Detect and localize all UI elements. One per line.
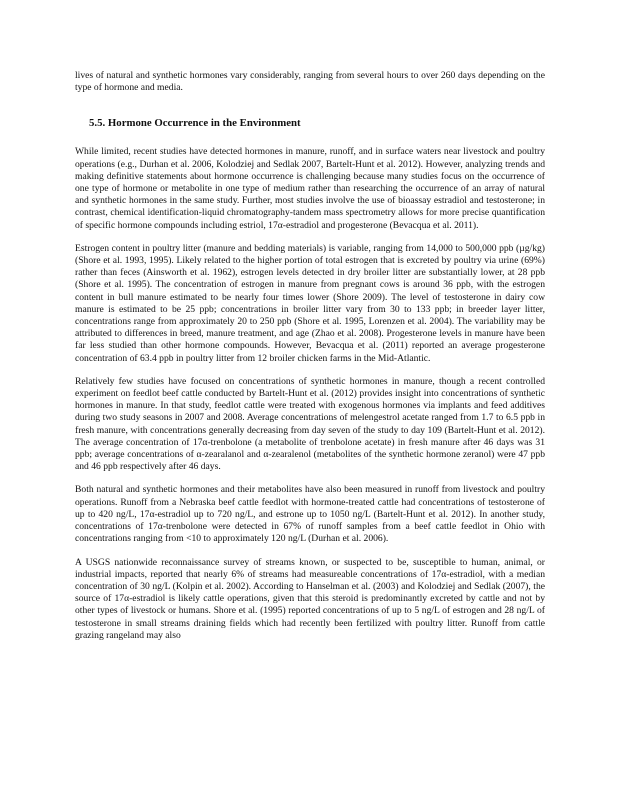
paragraph-runoff: Both natural and synthetic hormones and their metabolites have also been measured in runoff from livestock and poultry operations. Runoff from a Nebraska beef cattle feedlot with hormone-treated cattle had concentrations of testosterone of up to 420 ng/L, 17α-estradiol up to 720 ng/L, and estrone up to 1050 ng/L (Bartelt-Hunt et al. 2012). In another study, concentrations of 17α-trenbolone were detected in 67% of runoff samples from a beef cattle feedlot in Ohio with concentrations ranging from <10 to approximately 120 ng/L (Durhan et al. 2006). bbox=[75, 484, 545, 545]
paragraph-natural-hormones-manure: Estrogen content in poultry litter (manure and bedding materials) is variable, ranging from 14,000 to 500,000 ppb (µg/kg) (Shore et al. 1993, 1995). Likely related to the higher portion of total estrogen that is excreted by poultry via urine (69%) rather than feces (Ainsworth et al. 1962), estrogen levels detected in dry broiler litter are substantially lower, at 28 ppb (Shore et al. 1995). The concentration of estrogen in manure from pregnant cows is around 36 ppb, with the estrogen content in bull manure estimated to be nearly four times lower (Shore 2009). The level of testosterone in dairy cow manure is estimated to be 25 ppb; concentrations in broiler litter vary from 30 to 133 ppb; in breeder layer litter, concentrations range from approximately 20 to 250 ppb (Shore et al. 1995, Lorenzen et al. 2004). The variability may be attributed to differences in breed, manure treatment, and age (Zhao et al. 2008). Progesterone levels in manure have been far less studied than other hormone compounds. However, Bevacqua et al. (2011) reported an average progesterone concentration of 63.4 ppb in poultry litter from 12 broiler chicken farms in the Mid-Atlantic. bbox=[75, 242, 545, 364]
paragraph-occurrence-overview: While limited, recent studies have detected hormones in manure, runoff, and in surface waters near livestock and poultry operations (e.g., Durhan et al. 2006, Kolodziej and Sedlak 2007, Bartelt-Hunt et al. 2012). However, analyzing trends and making definitive statements about hormone occurrence is challenging because many studies focus on the occurrence of one type of hormone or metabolite in one type of medium rather than researching the occurrence of an array of natural and synthetic hormones in the same study. Further, most studies involve the use of bioassay estradiol and testosterone; in contrast, chemical identification-liquid chromatography-tandem mass spectrometry allows for more precise quantification of specific hormone compounds including estriol, 17α-estradiol and progesterone (Bevacqua et al. 2011). bbox=[75, 146, 545, 231]
paragraph-usgs-survey: A USGS nationwide reconnaissance survey of streams known, or suspected to be, susceptible to human, animal, or industrial impacts, reported that nearly 6% of streams had measureable concentrations of 17α-estradiol, with a median concentration of 30 ng/L (Kolpin et al. 2002). According to Hanselman et al. (2003) and Kolodziej and Sedlak (2007), the source of 17α-estradiol is likely cattle operations, given that this steroid is predominantly excreted by cattle and not by other types of livestock or humans. Shore et al. (1995) reported concentrations of up to 5 ng/L of estrogen and 28 ng/L of testosterone in small streams draining fields which had recently been fertilized with poultry litter. Runoff from cattle grazing rangeland may also bbox=[75, 556, 545, 641]
document-page bbox=[75, 70, 545, 642]
paragraph-synthetic-hormones-manure: Relatively few studies have focused on concentrations of synthetic hormones in manure, though a recent controlled experiment on feedlot beef cattle conducted by Bartelt-Hunt et al. (2012) provides insight into concentrations of synthetic hormones in manure. In that study, feedlot cattle were treated with exogenous hormones via implants and feed additives during two study seasons in 2007 and 2008. Average concentrations of melengestrol acetate ranged from 1.7 to 6.5 ppb in fresh manure, with concentrations generally decreasing from day seven of the study to day 109 (Bartelt-Hunt et al. 2012). The average concentration of 17α-trenbolone (a metabolite of trenbolone acetate) in fresh manure after 46 days was 31 ppb; average concentrations of α-zearalanol and α-zearalenol (metabolites of the synthetic hormone zeranol) were 47 ppb and 46 ppb respectively after 46 days. bbox=[75, 375, 545, 473]
section-heading: 5.5. Hormone Occurrence in the Environment bbox=[89, 117, 301, 130]
intro-paragraph: lives of natural and synthetic hormones vary considerably, ranging from several hours to over 260 days depending on the type of hormone and media. bbox=[75, 70, 545, 94]
